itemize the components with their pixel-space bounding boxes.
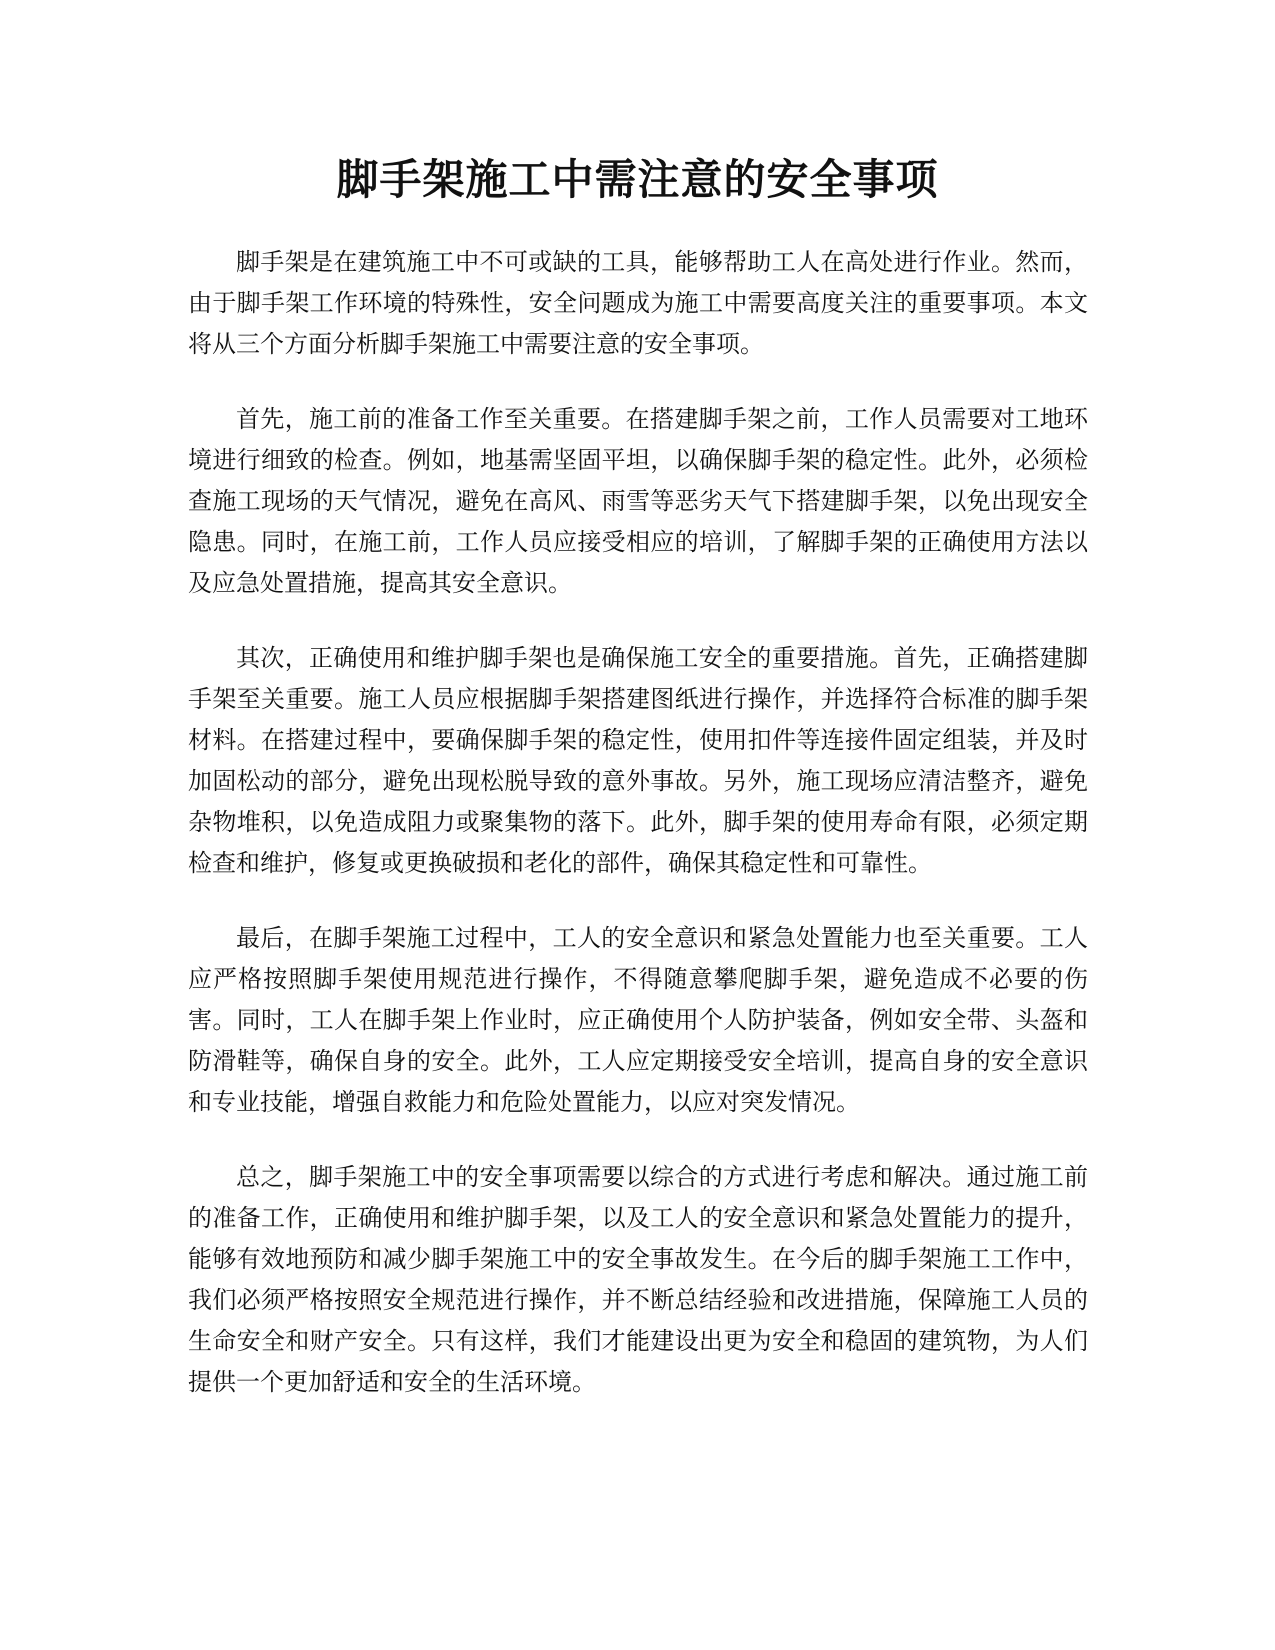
document-title: 脚手架施工中需注意的安全事项 — [336, 155, 939, 204]
paragraph-usage-maintenance: 其次，正确使用和维护脚手架也是确保施工安全的重要措施。首先，正确搭建脚手架至关重要。施工人员应根据脚手架搭建图纸进行操作，并选择符合标准的脚手架材料。在搭建过程中，要确保脚手架的稳定性，使用扣件等连接件固定组装，并及时加固松动的部分，避免出现松脱导致的意外事故。另外，施工现场应清洁整齐，避免杂物堆积，以免造成阻力或聚集物的落下。此外，脚手架的使用寿命有限，必须定期检查和维护，修复或更换破损和老化的部件，确保其稳定性和可靠性。 — [188, 644, 1088, 877]
paragraph-preparation: 首先，施工前的准备工作至关重要。在搭建脚手架之前，工作人员需要对工地环境进行细致的检查。例如，地基需坚固平坦，以确保脚手架的稳定性。此外，必须检查施工现场的天气情况，避免在高风、雨雪等恶劣天气下搭建脚手架，以免出现安全隐患。同时，在施工前，工作人员应接受相应的培训，了解脚手架的正确使用方法以及应急处置措施，提高其安全意识。 — [188, 405, 1088, 597]
paragraph-conclusion: 总之，脚手架施工中的安全事项需要以综合的方式进行考虑和解决。通过施工前的准备工作，正确使用和维护脚手架，以及工人的安全意识和紧急处置能力的提升，能够有效地预防和减少脚手架施工中的安全事故发生。在今后的脚手架施工工作中，我们必须严格按照安全规范进行操作，并不断总结经验和改进措施，保障施工人员的生命安全和财产安全。只有这样，我们才能建设出更为安全和稳固的建筑物，为人们提供一个更加舒适和安全的生活环境。 — [188, 1163, 1088, 1396]
document-body — [188, 242, 1088, 1437]
paragraph-intro: 脚手架是在建筑施工中不可或缺的工具，能够帮助工人在高处进行作业。然而，由于脚手架工作环境的特殊性，安全问题成为施工中需要高度关注的重要事项。本文将从三个方面分析脚手架施工中需要注意的安全事项。 — [188, 248, 1088, 358]
paragraph-worker-awareness: 最后，在脚手架施工过程中，工人的安全意识和紧急处置能力也至关重要。工人应严格按照脚手架使用规范进行操作，不得随意攀爬脚手架，避免造成不必要的伤害。同时，工人在脚手架上作业时，应正确使用个人防护装备，例如安全带、头盔和防滑鞋等，确保自身的安全。此外，工人应定期接受安全培训，提高自身的安全意识和专业技能，增强自救能力和危险处置能力，以应对突发情况。 — [188, 924, 1088, 1116]
